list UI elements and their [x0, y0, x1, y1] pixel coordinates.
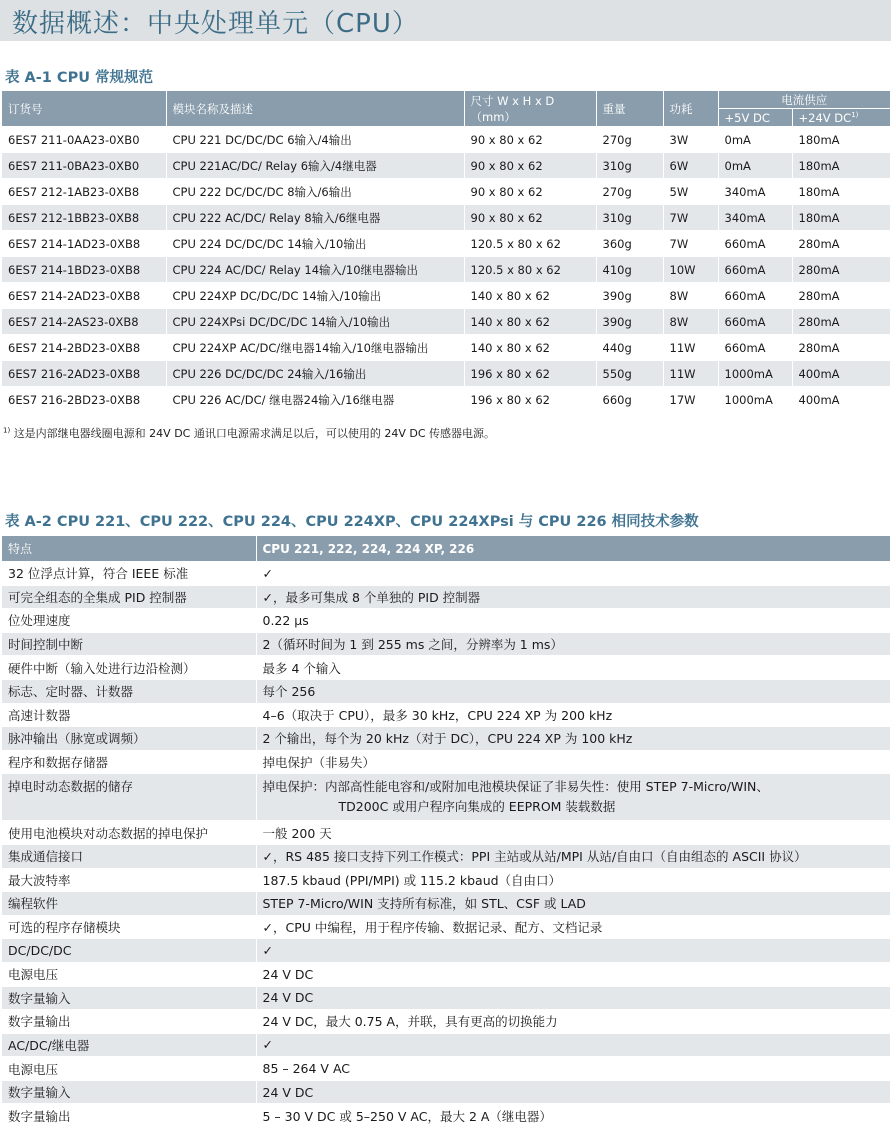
cell-value: ✓，CPU 中编程，用于程序传输、数据记录、配方、文档记录	[256, 915, 890, 939]
cell-value: ✓	[256, 939, 890, 963]
cell-module-name: CPU 222 AC/DC/ Relay 8输入/6继电器	[166, 205, 464, 231]
table-row	[2, 179, 890, 205]
cell-value: 4–6（取决于 CPU），最多 30 kHz，CPU 224 XP 为 200 kHz	[256, 703, 890, 727]
cell-value: 2 个输出，每个为 20 kHz（对于 DC），CPU 224 XP 为 100 kHz	[256, 727, 890, 751]
cell-power: 6W	[663, 153, 718, 179]
cell-feature: 可选的程序存储模块	[2, 915, 256, 939]
cell-size: 120.5 x 80 x 62	[464, 231, 596, 257]
cell-current-5v: 1000mA	[718, 387, 792, 413]
header-weight: 重量	[596, 91, 663, 127]
cell-value: 24 V DC	[256, 986, 890, 1010]
cell-current-5v: 660mA	[718, 335, 792, 361]
cell-feature: 电源电压	[2, 962, 256, 986]
cell-feature: 时间控制中断	[2, 632, 256, 656]
table-row	[2, 205, 890, 231]
cell-feature: 32 位浮点计算，符合 IEEE 标准	[2, 562, 256, 586]
cell-weight: 410g	[596, 257, 663, 283]
table-row	[2, 1010, 890, 1034]
page-title: 数据概述：中央处理单元（CPU）	[12, 9, 419, 39]
cell-order-no: 6ES7 214-1AD23-0XB8	[2, 231, 166, 257]
cell-order-no: 6ES7 211-0AA23-0XB0	[2, 127, 166, 153]
table-row	[2, 1033, 890, 1057]
cell-module-name: CPU 221 DC/DC/DC 6输入/4输出	[166, 127, 464, 153]
cell-value-line1: 掉电保护：内部高性能电容和/或附加电池模块保证了非易失性：使用 STEP 7-Micro/WIN、	[262, 779, 769, 795]
table-row	[2, 309, 890, 335]
table-row	[2, 632, 890, 656]
cell-weight: 360g	[596, 231, 663, 257]
cell-value: 2（循环时间为 1 到 255 ms 之间，分辨率为 1 ms）	[256, 632, 890, 656]
cell-feature: 掉电时动态数据的储存	[2, 774, 256, 821]
cell-order-no: 6ES7 211-0BA23-0XB0	[2, 153, 166, 179]
header-power: 功耗	[663, 91, 718, 127]
cell-weight: 270g	[596, 179, 663, 205]
cell-value: 最多 4 个输入	[256, 656, 890, 680]
cell-value: 5 – 30 V DC 或 5–250 V AC，最大 2 A（继电器）	[256, 1104, 890, 1128]
cell-value: 85 – 264 V AC	[256, 1057, 890, 1081]
cell-power: 7W	[663, 231, 718, 257]
cell-weight: 310g	[596, 205, 663, 231]
cell-feature: 可完全组态的全集成 PID 控制器	[2, 585, 256, 609]
table-row	[2, 283, 890, 309]
cell-feature: 电源电压	[2, 1057, 256, 1081]
cell-current-24v: 280mA	[792, 283, 890, 309]
table-row	[2, 609, 890, 633]
cell-size: 90 x 80 x 62	[464, 153, 596, 179]
cell-value-line2: TD200C 或用户程序向集成的 EEPROM 装载数据	[338, 799, 616, 815]
cell-current-24v: 400mA	[792, 387, 890, 413]
header-size-line2: （mm）	[470, 109, 516, 124]
table-row	[2, 892, 890, 916]
cell-feature: AC/DC/继电器	[2, 1033, 256, 1057]
header-24v	[792, 109, 890, 127]
cell-current-24v: 180mA	[792, 179, 890, 205]
cell-value: ✓	[256, 562, 890, 586]
table-row	[2, 656, 890, 680]
cell-weight: 660g	[596, 387, 663, 413]
cell-feature: 使用电池模块对动态数据的掉电保护	[2, 821, 256, 845]
table-row	[2, 986, 890, 1010]
cell-size: 196 x 80 x 62	[464, 387, 596, 413]
cell-current-24v: 280mA	[792, 257, 890, 283]
cell-module-name: CPU 221AC/DC/ Relay 6输入/4继电器	[166, 153, 464, 179]
table-row	[2, 1104, 890, 1128]
cell-current-24v: 180mA	[792, 127, 890, 153]
cell-feature: 程序和数据存储器	[2, 750, 256, 774]
cell-weight: 270g	[596, 127, 663, 153]
cell-current-24v: 280mA	[792, 309, 890, 335]
cell-feature: 数字量输入	[2, 1080, 256, 1104]
header-size-line1: 尺寸 W x H x D	[470, 93, 555, 108]
cell-power: 7W	[663, 205, 718, 231]
cell-power: 5W	[663, 179, 718, 205]
cell-power: 8W	[663, 283, 718, 309]
cell-feature: 最大波特率	[2, 868, 256, 892]
table-row	[2, 868, 890, 892]
cell-feature: 数字量输出	[2, 1010, 256, 1034]
cell-value: 187.5 kbaud (PPI/MPI) 或 115.2 kbaud（自由口）	[256, 868, 890, 892]
cell-order-no: 6ES7 212-1BB23-0XB8	[2, 205, 166, 231]
table-row	[2, 703, 890, 727]
cell-value: ✓，最多可集成 8 个单独的 PID 控制器	[256, 585, 890, 609]
cell-order-no: 6ES7 214-2BD23-0XB8	[2, 335, 166, 361]
cell-value: ✓	[256, 1033, 890, 1057]
header-models: CPU 221, 222, 224, 224 XP, 226	[256, 536, 890, 562]
table-row	[2, 231, 890, 257]
table2-caption: 表 A-2 CPU 221、CPU 222、CPU 224、CPU 224XP、CPU 224XPsi 与 CPU 226 相同技术参数	[5, 514, 699, 530]
cell-feature: 编程软件	[2, 892, 256, 916]
cell-order-no: 6ES7 216-2BD23-0XB8	[2, 387, 166, 413]
table-row	[2, 335, 890, 361]
cell-value: STEP 7-Micro/WIN 支持所有标准，如 STL、CSF 或 LAD	[256, 892, 890, 916]
cell-weight: 440g	[596, 335, 663, 361]
cell-feature: 集成通信接口	[2, 844, 256, 868]
table-row	[2, 939, 890, 963]
cell-current-24v: 180mA	[792, 205, 890, 231]
cell-size: 90 x 80 x 62	[464, 205, 596, 231]
cell-power: 17W	[663, 387, 718, 413]
cell-feature: DC/DC/DC	[2, 939, 256, 963]
cell-order-no: 6ES7 214-1BD23-0XB8	[2, 257, 166, 283]
cell-size: 196 x 80 x 62	[464, 361, 596, 387]
cell-size: 120.5 x 80 x 62	[464, 257, 596, 283]
cell-size: 140 x 80 x 62	[464, 283, 596, 309]
cell-weight: 390g	[596, 283, 663, 309]
cell-feature: 硬件中断（输入处进行边沿检测）	[2, 656, 256, 680]
cell-weight: 310g	[596, 153, 663, 179]
table-row	[2, 774, 890, 821]
cell-value	[256, 774, 890, 821]
cell-module-name: CPU 224XP DC/DC/DC 14输入/10输出	[166, 283, 464, 309]
table-row	[2, 257, 890, 283]
table-row	[2, 962, 890, 986]
cell-size: 140 x 80 x 62	[464, 335, 596, 361]
cell-current-24v: 400mA	[792, 361, 890, 387]
cell-feature: 标志、定时器、计数器	[2, 679, 256, 703]
footnote-text: 这是内部继电器线圈电源和 24V DC 通讯口电源需求满足以后，可以使用的 24V DC 传感器电源。	[13, 427, 496, 440]
table-row	[2, 915, 890, 939]
cell-weight: 550g	[596, 361, 663, 387]
table-row	[2, 727, 890, 751]
cell-size: 90 x 80 x 62	[464, 127, 596, 153]
cell-current-24v: 180mA	[792, 153, 890, 179]
table1-footnote	[3, 425, 495, 441]
cell-power: 11W	[663, 335, 718, 361]
cell-value: 24 V DC	[256, 962, 890, 986]
cell-value: 掉电保护（非易失）	[256, 750, 890, 774]
table-row	[2, 750, 890, 774]
cell-current-5v: 0mA	[718, 127, 792, 153]
cell-current-5v: 0mA	[718, 153, 792, 179]
table-row	[2, 361, 890, 387]
cell-module-name: CPU 226 AC/DC/ 继电器24输入/16继电器	[166, 387, 464, 413]
table-row	[2, 1080, 890, 1104]
title-bar	[0, 0, 891, 41]
cell-power: 8W	[663, 309, 718, 335]
cell-feature: 位处理速度	[2, 609, 256, 633]
cell-value: 24 V DC，最大 0.75 A，并联，具有更高的切换能力	[256, 1010, 890, 1034]
header-order-no: 订货号	[2, 91, 166, 127]
cell-size: 90 x 80 x 62	[464, 179, 596, 205]
table-row	[2, 844, 890, 868]
cell-size: 140 x 80 x 62	[464, 309, 596, 335]
cell-power: 3W	[663, 127, 718, 153]
cell-weight: 390g	[596, 309, 663, 335]
cell-current-5v: 660mA	[718, 309, 792, 335]
table-row	[2, 562, 890, 586]
cell-order-no: 6ES7 212-1AB23-0XB8	[2, 179, 166, 205]
cell-current-5v: 660mA	[718, 257, 792, 283]
cell-order-no: 6ES7 214-2AS23-0XB8	[2, 309, 166, 335]
cell-power: 10W	[663, 257, 718, 283]
header-current-supply: 电流供应	[718, 91, 890, 109]
cell-value: ✓，RS 485 接口支持下列工作模式：PPI 主站或从站/MPI 从站/自由口（自由组态的 ASCII 协议）	[256, 844, 890, 868]
cell-feature: 数字量输出	[2, 1104, 256, 1128]
cell-current-5v: 660mA	[718, 283, 792, 309]
header-24v-footnote-mark: 1)	[851, 110, 859, 119]
cell-feature: 脉冲输出（脉宽或调频）	[2, 727, 256, 751]
cell-value: 每个 256	[256, 679, 890, 703]
header-size	[464, 91, 596, 127]
cell-module-name: CPU 224 AC/DC/ Relay 14输入/10继电器输出	[166, 257, 464, 283]
cell-module-name: CPU 224 DC/DC/DC 14输入/10输出	[166, 231, 464, 257]
table-row	[2, 585, 890, 609]
header-5v: +5V DC	[718, 109, 792, 127]
cell-feature: 高速计数器	[2, 703, 256, 727]
cell-order-no: 6ES7 216-2AD23-0XB8	[2, 361, 166, 387]
footnote-mark: 1)	[3, 426, 11, 435]
table-row	[2, 387, 890, 413]
cell-current-5v: 340mA	[718, 205, 792, 231]
cell-module-name: CPU 224XP AC/DC/继电器14输入/10继电器输出	[166, 335, 464, 361]
table-row	[2, 821, 890, 845]
cell-order-no: 6ES7 214-2AD23-0XB8	[2, 283, 166, 309]
table-row	[2, 127, 890, 153]
cpu-spec-table	[2, 91, 890, 412]
header-24v-label: +24V DC	[798, 110, 852, 125]
cell-current-5v: 340mA	[718, 179, 792, 205]
cell-feature: 数字量输入	[2, 986, 256, 1010]
cell-power: 11W	[663, 361, 718, 387]
header-module-name: 模块名称及描述	[166, 91, 464, 127]
table-row	[2, 679, 890, 703]
cell-value: 24 V DC	[256, 1080, 890, 1104]
cell-current-5v: 1000mA	[718, 361, 792, 387]
cell-value: 一般 200 天	[256, 821, 890, 845]
table1-caption: 表 A-1 CPU 常规规范	[5, 70, 154, 86]
cell-module-name: CPU 226 DC/DC/DC 24输入/16输出	[166, 361, 464, 387]
cell-module-name: CPU 222 DC/DC/DC 8输入/6输出	[166, 179, 464, 205]
cell-current-24v: 280mA	[792, 231, 890, 257]
cell-current-5v: 660mA	[718, 231, 792, 257]
cell-module-name: CPU 224XPsi DC/DC/DC 14输入/10输出	[166, 309, 464, 335]
table-row	[2, 1057, 890, 1081]
table-row	[2, 153, 890, 179]
header-feature: 特点	[2, 536, 256, 562]
cell-current-24v: 280mA	[792, 335, 890, 361]
cell-value: 0.22 μs	[256, 609, 890, 633]
common-params-table	[2, 536, 891, 1128]
